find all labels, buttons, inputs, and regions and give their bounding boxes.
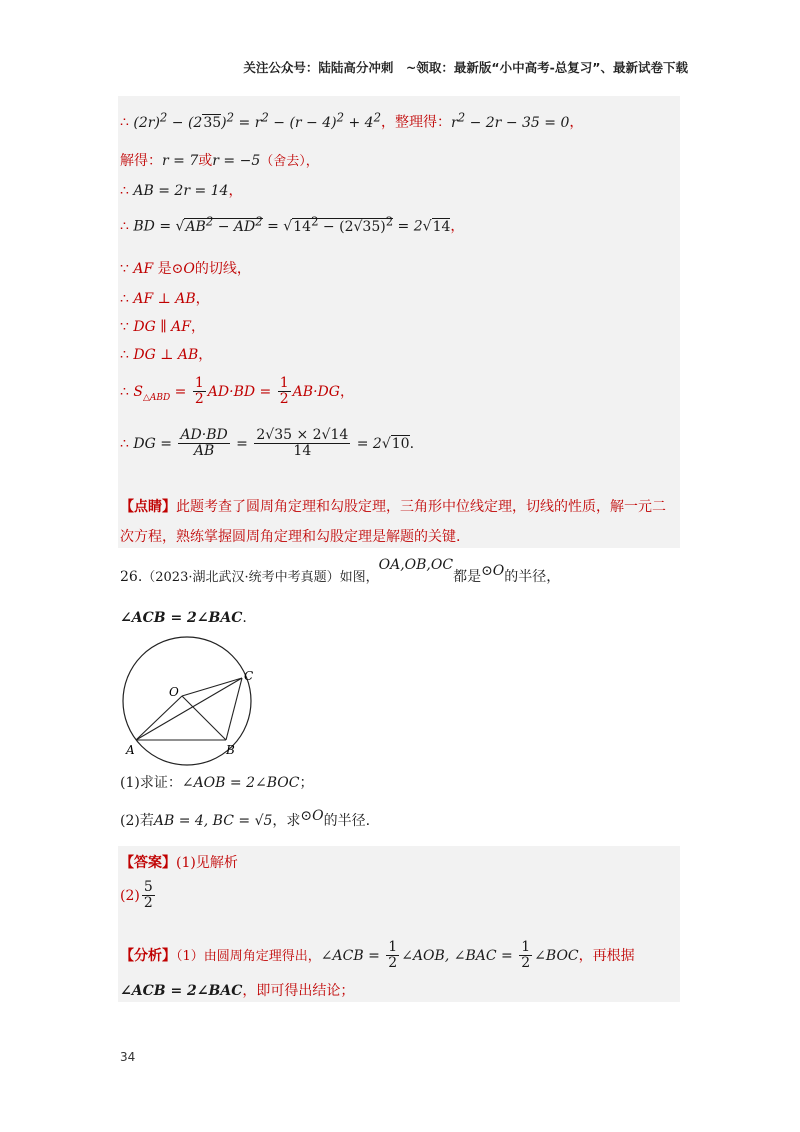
solution-line-2: 解得：r = 7或r = −5（舍去）， [120, 153, 319, 169]
label-a: A [126, 743, 135, 757]
equation: $r^2 - 2r - 35 = 0$ [451, 110, 570, 131]
page-number: 34 [120, 1050, 136, 1064]
segment-oc [182, 678, 242, 696]
equation: $(2r)^2 - (235)^2 = r^2 - (r - 4)^2 + 4^2$ [133, 110, 381, 131]
segment-oa [136, 696, 182, 740]
solution-line-9: ∴ $S_{\triangle ABD}$ = $\frac{1}{2}$ AD·BD = $\frac{1}{2}$ AB·DG， [120, 375, 354, 408]
equation: r = −5 [212, 153, 261, 169]
question-2: (2)若AB = 4, BC = √5，求⊙O的半径. [120, 808, 371, 829]
analysis-line-2: ∠ACB = 2∠BAC，即可得出结论； [120, 983, 355, 999]
comment-line-2: 次方程，熟练掌握圆周角定理和勾股定理是解题的关键. [120, 529, 461, 545]
problem-condition: ∠ACB = 2∠BAC. [120, 610, 247, 626]
problem-statement: 26.（2023·湖北武汉·统考中考真题）如图，OA,OB,OC都是⊙O的半径， [120, 557, 561, 585]
equation: r = 7 [162, 153, 199, 169]
label-b: B [226, 743, 235, 757]
solution-line-4: ∴ BD = $√AB^2 - AD^2 = √14^2 - (2√35)^2 = 2√14$， [120, 214, 465, 235]
circle-figure [116, 634, 266, 774]
solution-line-8: ∴ DG ⊥ AB， [120, 347, 213, 363]
solution-line-1: ∴ $(2r)^2 - (235)^2 = r^2 - (r - 4)^2 + 4^2$，整理得：$r^2 - 2r - 35 = 0$， [120, 110, 584, 131]
answer-line-1: 【答案】(1)见解析 [120, 855, 238, 871]
analysis-line-1: 【分析】（1）由圆周角定理得出，∠ACB = $\frac{1}{2}$ ∠AOB, ∠BAC = $\frac{1}{2}$ ∠BOC，再根据 [120, 939, 635, 972]
solution-line-3: ∴ AB = 2r = 14， [120, 183, 243, 199]
page-header: 关注公众号：陆陆高分冲刺 ~领取：最新版“小中高考-总复习”、最新试卷下载 [243, 60, 688, 75]
solution-line-7: ∵ DG ∥ AF， [120, 319, 205, 335]
label-o: O [169, 685, 179, 699]
segment-ac [136, 678, 242, 740]
solution-line-10: ∴ DG = $\frac{AD\cdot BD}{AB}$ = $\frac{2√35 \times 2√14}{14}$ = 2√10. [120, 427, 415, 460]
answer-line-2: (2) $\frac{5}{2}$ [120, 879, 153, 912]
solution-line-6: ∴ AF ⊥ AB， [120, 291, 210, 307]
solution-line-5: ∵ AF 是⊙O的切线， [120, 261, 251, 277]
question-1: (1)求证：∠AOB = 2∠BOC； [120, 775, 314, 791]
segment-bc [226, 678, 242, 740]
comment-line-1: 【点睛】此题考查了圆周角定理和勾股定理，三角形中位线定理，切线的性质，解一元二 [120, 499, 666, 515]
label-c: C [244, 669, 254, 683]
segment-ob [182, 696, 226, 740]
